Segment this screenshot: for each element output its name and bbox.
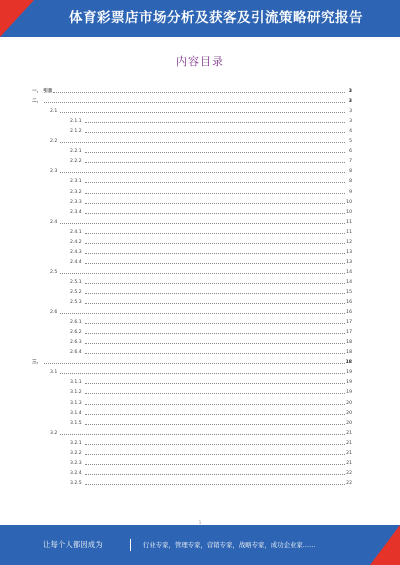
toc-entry[interactable]: [32, 144, 352, 154]
toc-leader-dots: [60, 313, 345, 314]
toc-entry-page: 3: [348, 89, 352, 95]
toc-entry[interactable]: [32, 245, 352, 255]
toc-entry[interactable]: [32, 315, 352, 325]
toc-leader-dots: [85, 162, 345, 163]
toc-entry[interactable]: [32, 285, 352, 295]
toc-leader-dots: [85, 464, 345, 465]
toc-entry[interactable]: [32, 184, 352, 194]
toc-entry-number: 3.1.1: [70, 380, 82, 386]
toc-entry[interactable]: [32, 205, 352, 215]
toc-entry-page: 21: [346, 430, 352, 436]
footer-divider: [130, 539, 131, 551]
toc-entry-number: 3.2.4: [70, 470, 82, 476]
toc-entry[interactable]: [32, 174, 352, 184]
toc-entry[interactable]: [32, 94, 352, 104]
toc-entry[interactable]: [32, 466, 352, 476]
toc-entry-number: 3.2.5: [70, 480, 82, 486]
page-number: 1: [198, 520, 202, 525]
toc-entry-number: 2.4.2: [70, 239, 82, 245]
toc-entry-page: 8: [349, 169, 352, 175]
toc-entry-number: 3.2.3: [70, 460, 82, 466]
toc-entry-number: 三、: [32, 360, 42, 366]
toc-entry-page: 10: [346, 199, 352, 205]
toc-entry-page: 3: [348, 99, 352, 105]
toc-entry[interactable]: [32, 456, 352, 466]
toc-leader-dots: [44, 102, 345, 103]
toc-entry[interactable]: [32, 104, 352, 114]
toc-list: [32, 84, 352, 486]
toc-leader-dots: [85, 243, 345, 244]
toc-entry-page: 7: [349, 159, 352, 165]
report-title: 体育彩票店市场分析及获客及引流策略研究报告: [69, 10, 363, 26]
toc-entry-number: 3.1.2: [70, 390, 82, 396]
toc-entry-page: 16: [346, 300, 352, 306]
toc-entry-number: 2.2.2: [70, 159, 82, 165]
toc-entry-page: 16: [346, 310, 352, 316]
toc-entry[interactable]: [32, 416, 352, 426]
toc-leader-dots: [85, 393, 345, 394]
toc-entry[interactable]: [32, 265, 352, 275]
toc-leader-dots: [85, 444, 345, 445]
toc-entry-number: 2.5.2: [70, 289, 82, 295]
toc-entry-number: 2.3.4: [70, 209, 82, 215]
toc-leader-dots: [85, 484, 345, 485]
toc-entry-number: 2.3.1: [70, 179, 82, 185]
toc-leader-dots: [60, 373, 345, 374]
toc-leader-dots: [85, 293, 345, 294]
toc-entry[interactable]: [32, 225, 352, 235]
toc-entry-number: 2.6.4: [70, 350, 82, 356]
toc-entry-page: 14: [346, 279, 352, 285]
toc-entry[interactable]: [32, 325, 352, 335]
toc-entry[interactable]: [32, 395, 352, 405]
toc-entry-number: 3.1.4: [70, 410, 82, 416]
toc-entry-page: 22: [346, 480, 352, 486]
toc-leader-dots: [85, 414, 345, 415]
toc-leader-dots: [85, 213, 345, 214]
toc-entry-number: 2.2.1: [70, 149, 82, 155]
toc-entry-number: 2.4.1: [70, 229, 82, 235]
toc-entry[interactable]: [32, 255, 352, 265]
toc-entry[interactable]: [32, 335, 352, 345]
toc-entry-number: 3.1.5: [70, 420, 82, 426]
footer-slogan: 让每个人都因成为: [43, 540, 103, 549]
toc-leader-dots: [60, 112, 345, 113]
toc-leader-dots: [85, 333, 345, 334]
toc-entry-number: 2.4.3: [70, 249, 82, 255]
toc-entry-number: 3.1: [50, 370, 58, 376]
toc-entry[interactable]: [32, 114, 352, 124]
toc-entry-page: 20: [346, 400, 352, 406]
toc-entry-number: 一、: [32, 89, 42, 95]
toc-entry-page: 19: [346, 390, 352, 396]
toc-entry-number: 2.3: [50, 169, 58, 175]
toc-entry[interactable]: [32, 345, 352, 355]
report-header: [0, 0, 400, 37]
toc-entry[interactable]: [32, 355, 352, 365]
toc-leader-dots: [85, 454, 345, 455]
toc-entry-page: 8: [349, 179, 352, 185]
toc-leader-dots: [44, 363, 344, 364]
toc-entry-page: 10: [346, 209, 352, 215]
report-footer: [0, 525, 400, 565]
toc-entry-page: 19: [346, 380, 352, 386]
toc-leader-dots: [85, 474, 345, 475]
toc-entry-page: 18: [346, 340, 352, 346]
toc-entry-page: 6: [349, 149, 352, 155]
toc-entry-page: 18: [346, 350, 352, 356]
toc-entry-page: 12: [346, 239, 352, 245]
toc-entry-page: 13: [346, 249, 352, 255]
toc-leader-dots: [85, 203, 345, 204]
toc-entry-number: 3.2: [50, 430, 58, 436]
toc-leader-dots: [85, 122, 345, 123]
toc-entry[interactable]: [32, 385, 352, 395]
toc-leader-dots: [60, 223, 345, 224]
toc-entry[interactable]: [32, 436, 352, 446]
toc-entry-page: 4: [349, 129, 352, 135]
toc-entry-page: 17: [346, 330, 352, 336]
footer-tagline: 行业专家，管理专家，营销专家，战略专家，成功企业家……: [143, 541, 316, 549]
toc-entry[interactable]: [32, 375, 352, 385]
toc-entry-page: 21: [346, 450, 352, 456]
toc-leader-dots: [60, 273, 345, 274]
toc-entry-page: 20: [346, 410, 352, 416]
toc-leader-dots: [60, 434, 345, 435]
toc-entry[interactable]: [32, 154, 352, 164]
toc-entry-page: 21: [346, 460, 352, 466]
footer-corner-accent: [370, 525, 400, 565]
toc-entry-number: 3.2.2: [70, 450, 82, 456]
toc-leader-dots: [85, 182, 345, 183]
toc-leader-dots: [85, 283, 345, 284]
toc-entry-page: 11: [346, 229, 352, 235]
toc-entry-number: 2.3.2: [70, 189, 82, 195]
toc-entry-number: 2.5: [50, 269, 58, 275]
toc-entry-number: 2.1.2: [70, 129, 82, 135]
toc-entry-number: 2.4.4: [70, 259, 82, 265]
toc-entry-page: 14: [346, 269, 352, 275]
toc-leader-dots: [85, 424, 345, 425]
toc-leader-dots: [85, 193, 345, 194]
toc-entry-number: 2.3.3: [70, 199, 82, 205]
toc-leader-dots: [53, 92, 345, 93]
toc-entry-number: 2.6.2: [70, 330, 82, 336]
toc-leader-dots: [85, 383, 345, 384]
toc-leader-dots: [85, 323, 345, 324]
header-corner-accent: [0, 0, 34, 37]
toc-entry-number: 2.1: [50, 109, 58, 115]
toc-entry[interactable]: [32, 215, 352, 225]
toc-entry-page: 13: [346, 259, 352, 265]
toc-entry[interactable]: [32, 84, 352, 94]
toc-leader-dots: [85, 253, 345, 254]
toc-entry-page: 19: [346, 370, 352, 376]
toc-entry-page: 3: [349, 109, 352, 115]
toc-entry-number: 2.5.3: [70, 300, 82, 306]
toc-leader-dots: [85, 303, 345, 304]
toc-entry[interactable]: [32, 426, 352, 436]
toc-entry-number: 3.1.3: [70, 400, 82, 406]
toc-entry[interactable]: [32, 365, 352, 375]
toc-entry-page: 20: [346, 420, 352, 426]
toc-entry[interactable]: [32, 134, 352, 144]
toc-entry[interactable]: [32, 305, 352, 315]
toc-entry-page: 17: [346, 320, 352, 326]
toc-entry-number: 2.6.3: [70, 340, 82, 346]
toc-entry[interactable]: [32, 446, 352, 456]
toc-entry-page: 21: [346, 440, 352, 446]
toc-entry[interactable]: [32, 164, 352, 174]
toc-entry[interactable]: [32, 295, 352, 305]
toc-entry-number: 二、: [32, 99, 42, 105]
toc-entry-number: 3.2.1: [70, 440, 82, 446]
toc-entry[interactable]: [32, 124, 352, 134]
toc-entry-page: 15: [346, 289, 352, 295]
toc-entry-number: 2.5.1: [70, 279, 82, 285]
toc-leader-dots: [85, 263, 345, 264]
toc-entry[interactable]: [32, 275, 352, 285]
toc-entry-page: 18: [345, 360, 352, 366]
toc-leader-dots: [85, 152, 345, 153]
toc-entry-number: 2.2: [50, 139, 58, 145]
toc-entry[interactable]: [32, 235, 352, 245]
toc-entry-number: 2.6.1: [70, 320, 82, 326]
toc-heading: 内容目录: [176, 55, 224, 68]
toc-leader-dots: [60, 142, 345, 143]
toc-entry-page: 11: [346, 219, 352, 225]
toc-entry-number: 2.4: [50, 219, 58, 225]
toc-entry[interactable]: [32, 406, 352, 416]
toc-entry-number: 2.6: [50, 310, 58, 316]
toc-entry-page: 9: [349, 189, 352, 195]
toc-entry-page: 22: [346, 470, 352, 476]
toc-entry[interactable]: [32, 476, 352, 486]
toc-leader-dots: [85, 233, 345, 234]
toc-leader-dots: [85, 343, 345, 344]
toc-leader-dots: [85, 353, 345, 354]
toc-entry[interactable]: [32, 195, 352, 205]
toc-leader-dots: [85, 404, 345, 405]
toc-entry-page: 3: [349, 119, 352, 125]
toc-entry-number: 2.1.1: [70, 119, 82, 125]
toc-entry-title: 引言: [43, 89, 53, 95]
toc-leader-dots: [60, 172, 345, 173]
toc-entry-page: 5: [349, 139, 352, 145]
toc-leader-dots: [85, 132, 345, 133]
